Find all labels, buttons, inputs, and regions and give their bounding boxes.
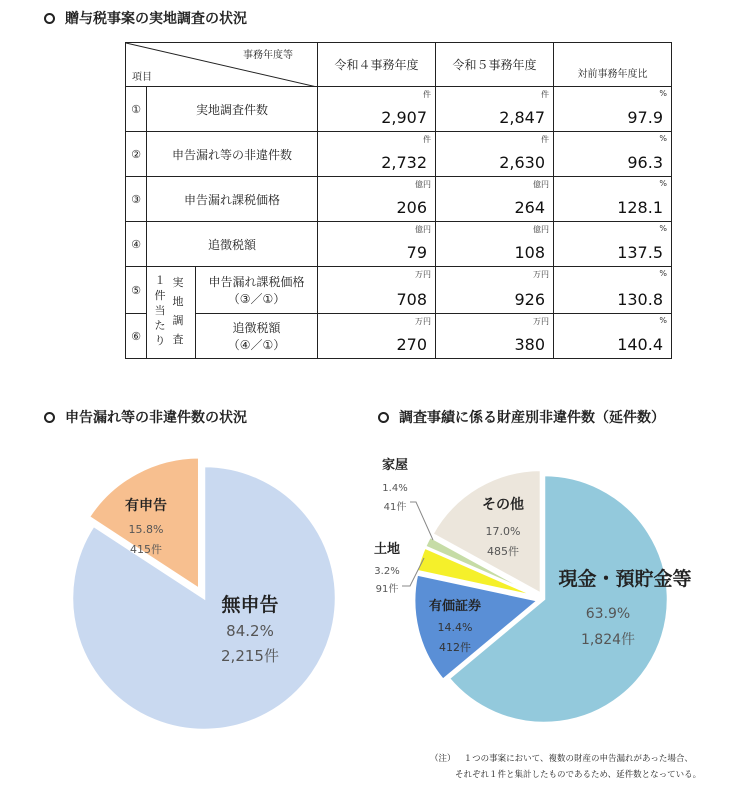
slice-label: 有価証券	[428, 599, 482, 614]
value-ratio: 97.9	[627, 108, 663, 127]
row-index: ⑤	[126, 267, 147, 314]
slice-count: 91件	[375, 584, 399, 595]
footnote-prefix: （注）	[430, 754, 456, 764]
slice-percent: 14.4%	[437, 621, 473, 634]
slice-label: その他	[482, 497, 524, 513]
value-r4: 79	[406, 243, 427, 262]
header-ratio: 対前事務年度比	[554, 43, 672, 87]
leader-line	[410, 502, 433, 540]
row-label-main: 申告漏れ課税価格	[208, 275, 305, 289]
survey-section-title: 贈与税事案の実地調査の状況	[44, 8, 247, 28]
slice-count: 2,215件	[221, 647, 279, 665]
row-label: 申告漏れ課税価格	[147, 177, 318, 222]
unit-label: 件	[423, 90, 431, 99]
unit-label: %	[659, 134, 667, 143]
header-r4: 令和４事務年度	[318, 43, 436, 87]
slice-percent: 63.9%	[585, 606, 631, 622]
by-property-section-title: 調査事績に係る財産別非違件数（延件数）	[378, 407, 665, 427]
footnote-line-2: それぞれ１件と集計したものであるため、延件数となっている。	[455, 770, 702, 780]
row-index: ②	[126, 132, 147, 177]
row-label-sub: （④／①）	[227, 338, 286, 352]
value-r5: 108	[514, 243, 545, 262]
value-r4: 2,732	[381, 153, 427, 172]
value-ratio: 140.4	[617, 335, 663, 354]
value-ratio: 128.1	[617, 198, 663, 217]
slice-label: 現金・預貯金等	[558, 568, 692, 590]
unit-label: 万円	[415, 317, 431, 326]
slice-percent: 15.8%	[128, 523, 164, 536]
unit-label: 億円	[533, 225, 549, 234]
value-r5: 2,630	[499, 153, 545, 172]
unit-label: 万円	[533, 270, 549, 279]
unit-label: %	[659, 316, 667, 325]
value-r4: 206	[396, 198, 427, 217]
unit-label: 億円	[533, 180, 549, 189]
row-label-main: 追徴税額	[232, 321, 281, 335]
unit-label: 件	[541, 90, 549, 99]
row-index: ④	[126, 222, 147, 267]
value-r5: 380	[514, 335, 545, 354]
unit-label: 万円	[533, 317, 549, 326]
header-r5: 令和５事務年度	[436, 43, 554, 87]
value-r4: 708	[396, 290, 427, 309]
row-index: ⑥	[126, 314, 147, 359]
slice-percent: 17.0%	[485, 525, 521, 538]
row-index: ①	[126, 87, 147, 132]
row-label: 追徴税額	[147, 222, 318, 267]
unit-label: 件	[541, 135, 549, 144]
unit-label: %	[659, 179, 667, 188]
slice-label: 土地	[373, 542, 401, 557]
footnote-text-1: １つの事案において、複数の財産の申告漏れがあった場合、	[463, 754, 693, 764]
value-ratio: 130.8	[617, 290, 663, 309]
unit-label: 万円	[415, 270, 431, 279]
slice-percent: 3.2%	[374, 566, 400, 577]
value-r4: 270	[396, 335, 427, 354]
non-compliance-section-title: 申告漏れ等の非違件数の状況	[44, 407, 247, 427]
slice-count: 1,824件	[580, 632, 636, 648]
slice-count: 485件	[487, 545, 519, 558]
slice-percent: 84.2%	[226, 622, 274, 640]
row-label-sub: （③／①）	[227, 292, 286, 306]
group-label-a: １件当たり	[154, 274, 166, 347]
row-label: 実地調査件数	[147, 87, 318, 132]
slice-label: 家屋	[381, 458, 409, 473]
unit-label: 億円	[415, 225, 431, 234]
group-label-b: 実地調査	[172, 276, 184, 346]
unit-label: 億円	[415, 180, 431, 189]
value-ratio: 96.3	[627, 153, 663, 172]
slice-count: 412件	[439, 641, 471, 654]
unit-label: 件	[423, 135, 431, 144]
slice-percent: 1.4%	[382, 483, 408, 494]
row-index: ③	[126, 177, 147, 222]
unit-label: %	[659, 224, 667, 233]
value-r5: 2,847	[499, 108, 545, 127]
value-r5: 264	[514, 198, 545, 217]
corner-top-label: 事務年度等	[243, 50, 293, 61]
unit-label: %	[659, 269, 667, 278]
footnote-line-1	[430, 752, 693, 764]
slice-count: 415件	[130, 543, 162, 556]
slice-label: 有申告	[125, 498, 167, 514]
corner-bottom-label: 項目	[132, 72, 152, 83]
value-ratio: 137.5	[617, 243, 663, 262]
value-r5: 926	[514, 290, 545, 309]
slice-label: 無申告	[221, 594, 279, 616]
slice-count: 41件	[383, 502, 407, 513]
value-r4: 2,907	[381, 108, 427, 127]
row-label: 申告漏れ等の非違件数	[147, 132, 318, 177]
unit-label: %	[659, 89, 667, 98]
